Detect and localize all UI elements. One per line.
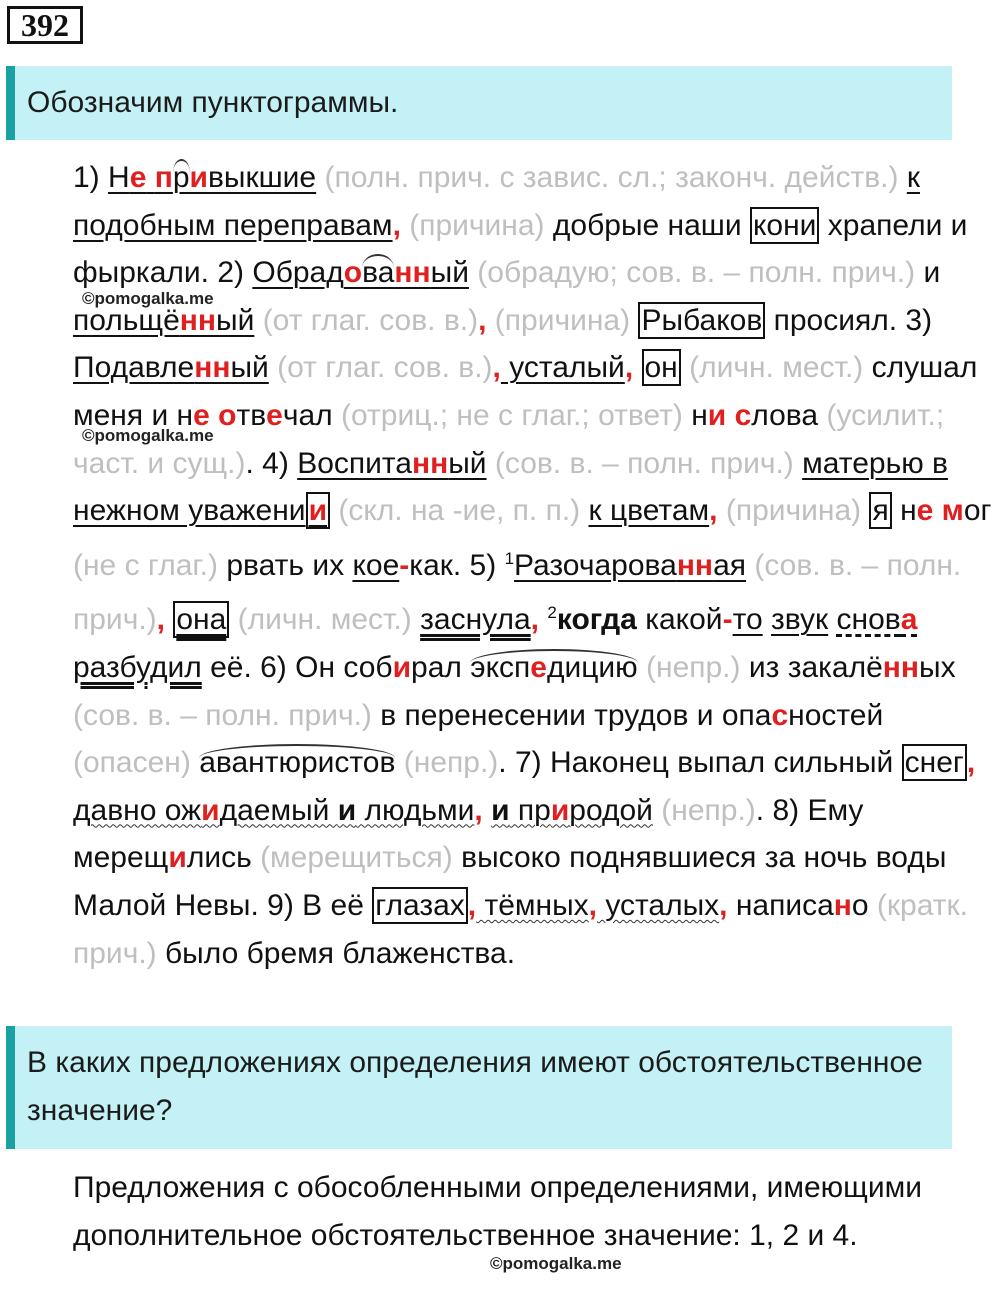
subject: я: [869, 492, 891, 529]
comment: (от глаг. сов. в.): [268, 351, 493, 385]
predicate: заснула: [420, 603, 531, 637]
banner-question: [6, 1026, 952, 1149]
text: 8) Ему мерещились: [73, 793, 864, 875]
text: -: [722, 603, 733, 637]
text: в перенесении трудов и: [380, 698, 722, 732]
text: экспедицию: [470, 650, 638, 684]
subject: снег: [902, 744, 967, 781]
text: 2): [217, 256, 253, 290]
text: е: [266, 398, 283, 432]
comma: ,: [392, 208, 401, 242]
text: и: [923, 256, 941, 290]
text: 7) Наконец выпал сильный: [514, 746, 902, 780]
watermark: ©pomogalka.me: [82, 289, 214, 308]
text: 1): [73, 161, 109, 194]
text: усталый: [500, 351, 625, 385]
text: 2: [547, 603, 557, 623]
text: е: [193, 398, 210, 432]
comment: (сов. в. – полн. прич.): [73, 548, 962, 637]
comma: ,: [966, 746, 976, 780]
subject: глазах: [372, 887, 468, 924]
text: рвать их: [226, 548, 353, 582]
text: матерью в нежном уважени и: [73, 446, 948, 528]
exercise-text: 1) Не привыкшие (полн. прич. с завис. сл.; законч. действ.) к подобным переправам, (причина) добрые наши кони храпели и фыркали. 2) Обрадованный (обрадую; сов. в. – полн. прич.) и польщённый (от глаг. сов. в.), (причина) Рыбаков просиял. 3) Подавленный (от глаг. сов. в.), усталый, он (личн. мест.) слушал меня и не отвечал (отриц.; не с глаг.; ответ) ни слова (усилит.; част. и сущ.). 4) Воспитанный (сов. в. – полн. прич.) матерью в нежном уважени и (скл. на -ие, п. п.) к цветам, (причина) я не мог (не с глаг.) рвать их кое-как. 5) $^1$Разочарованная (сов. в. – полн. прич.), она (личн. мест.) заснула, $^2$когда какой-то звук снова разбудил её. 6) Он собирал экспедицию (непр.) из закалённых (сов. в. – полн. прич.) в перенесении трудов и опасностей (опасен) авантюристов (непр.). 7) Наконец выпал сильный снег , давно ожидаемый и людьми, и природой (непр.). 8) Ему мерещились (мерещиться) высоко поднявшиеся за ночь воды Малой Невы. 9) В её глазах , тёмных, усталых, написано (кратк. прич.) было бремя блаженства.: [73, 161, 992, 970]
comma: ,: [530, 603, 540, 637]
comma: ,: [467, 888, 477, 922]
text: чал: [282, 398, 333, 432]
text: из закалённых: [748, 650, 956, 684]
text: давно ожидаемый и людьми: [73, 793, 475, 827]
text: 4): [262, 446, 298, 480]
comment: (от глаг. сов. в.): [254, 303, 479, 337]
text: авантюристов: [199, 746, 396, 780]
text: слушал меня и н: [73, 351, 978, 432]
comma: ,: [492, 351, 501, 385]
comment: (причина): [486, 303, 639, 337]
text: к цветам: [588, 494, 710, 528]
text: -: [399, 548, 410, 582]
text: лова: [751, 398, 819, 432]
text: было бремя блаженства.: [164, 936, 516, 970]
comment: (сов. в. – полн. прич.): [73, 698, 381, 732]
text: и природой: [491, 793, 653, 827]
text: польщённый: [73, 303, 255, 337]
text: добрые наши: [552, 208, 750, 242]
subject: Рыбаков: [638, 302, 765, 339]
comment: (причина): [400, 208, 553, 242]
text: ог: [963, 494, 992, 528]
comma: ,: [156, 603, 165, 637]
text: её.: [201, 650, 261, 684]
comment: (сов. в. – полн. прич.): [486, 446, 803, 480]
answer-paragraph: Предложения с обособленными определениями, имеющими дополнительное обстоятельственное значение: 1, 2 и 4.: [73, 1171, 923, 1252]
text: кое: [352, 548, 400, 582]
text: 5): [469, 548, 505, 582]
comment: (кратк. прич.): [73, 888, 968, 970]
comment: (обрадую; сов. в. – полн. прич.): [468, 256, 924, 290]
text: 3): [905, 303, 933, 337]
comma: ,: [719, 888, 728, 922]
text: просиял.: [765, 303, 906, 337]
text: тв: [236, 398, 267, 432]
text: Не привыкшие: [108, 161, 317, 194]
text: и: [707, 398, 727, 432]
text: к подобным переправам: [73, 161, 920, 242]
comment: (непр.): [637, 650, 749, 684]
task-number: 392: [7, 6, 83, 44]
text: тёмных: [476, 888, 589, 922]
text: снова: [836, 603, 918, 637]
text: н: [891, 494, 917, 528]
comma: ,: [588, 888, 597, 922]
text: какой: [636, 603, 723, 637]
comment: (опасен): [73, 746, 200, 780]
text: н: [691, 398, 708, 432]
banner-instruction-text: Обозначим пунктограммы.: [27, 86, 399, 119]
comment: (усилит.; част. и сущ.): [73, 398, 945, 480]
subject: он: [642, 349, 681, 386]
comma: ,: [474, 793, 483, 827]
comment: (полн. прич. с завис. сл.; законч. действ.): [316, 161, 907, 194]
text: высоко поднявшиеся за ночь воды Малой Невы.: [73, 841, 947, 922]
subject: она: [173, 601, 229, 638]
comment: (не с глаг.): [73, 548, 227, 582]
banner-question-text: В каких предложениях определения имеют обстоятельственное значение?: [27, 1046, 923, 1127]
comment: (отриц.; не с глаг.; ответ): [332, 398, 692, 432]
subject: кони: [750, 207, 819, 244]
text: 1: [504, 548, 515, 568]
text: Подавленный: [73, 351, 269, 385]
text: как.: [409, 548, 470, 582]
watermark: ©pomogalka.me: [490, 1254, 622, 1273]
text: с: [734, 398, 752, 432]
text: усталых: [597, 888, 720, 922]
text: м: [941, 494, 964, 528]
text: написано: [727, 888, 869, 922]
text: 6) Он: [260, 650, 344, 684]
banner-instruction: [6, 66, 952, 140]
text: о: [218, 398, 237, 432]
text: 9) В её: [267, 888, 373, 922]
text: е: [916, 494, 934, 528]
text: Воспитанный: [297, 446, 487, 480]
text: Обрадованный: [252, 256, 469, 290]
comment: (личн. мест.): [229, 603, 421, 637]
comment: (непр.): [395, 746, 499, 780]
text: то: [732, 603, 763, 637]
comma: ,: [478, 303, 487, 337]
text: храпели и фыркали.: [73, 208, 968, 290]
text: собирал: [343, 650, 462, 684]
text: опасностей: [721, 698, 884, 732]
comment: (мерещиться): [251, 841, 462, 875]
comma: ,: [624, 351, 634, 385]
watermark: ©pomogalka.me: [82, 426, 214, 445]
comment: (причина): [717, 494, 870, 528]
comma: ,: [709, 494, 718, 528]
text: Разочарованная: [514, 548, 746, 582]
predicate: разбудил: [73, 650, 202, 684]
comment: (непр.): [652, 793, 756, 827]
text: когда: [556, 603, 637, 637]
text: звук: [771, 603, 829, 637]
comment: (личн. мест.): [680, 351, 872, 385]
answer-text: [7, 1164, 1003, 1259]
comment: (скл. на -ие, п. п.): [330, 494, 589, 528]
